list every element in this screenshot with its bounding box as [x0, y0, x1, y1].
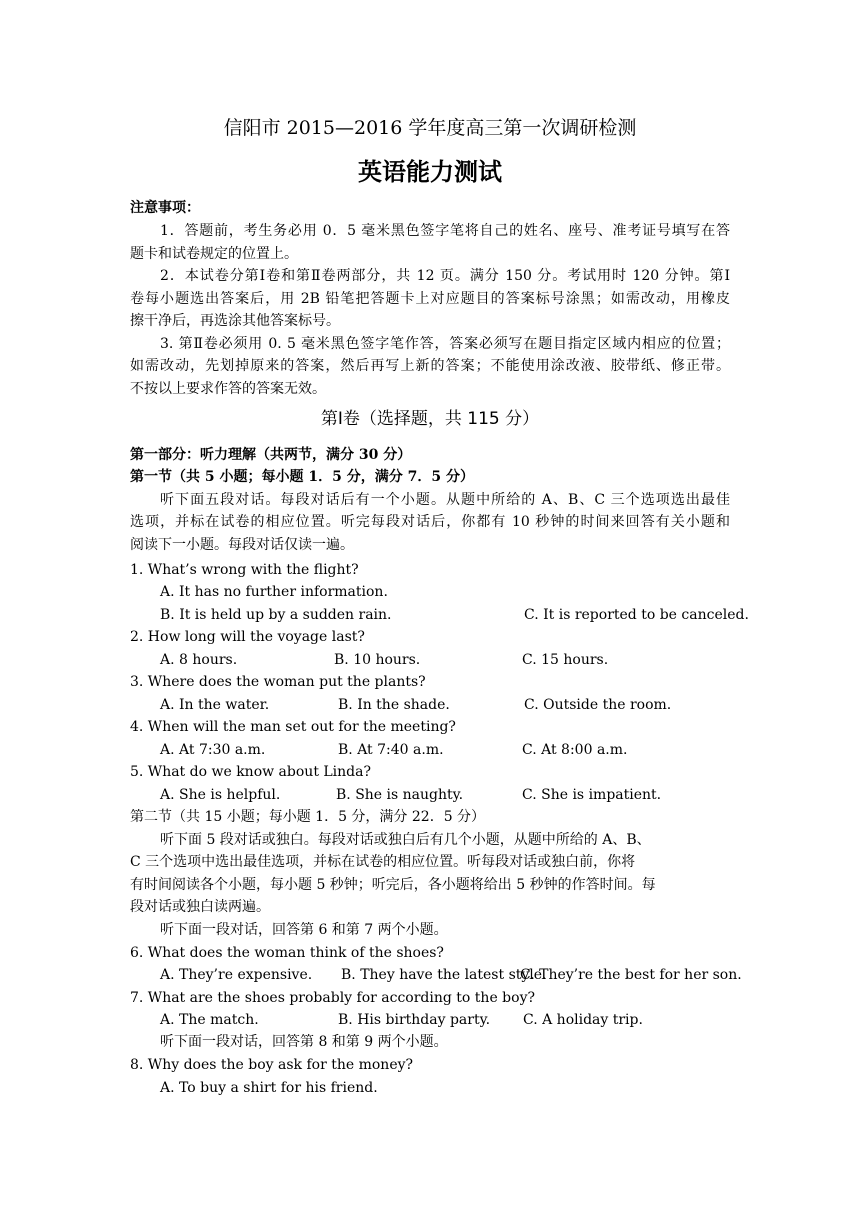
q4-option-b: B. At 7:40 a.m. [338, 742, 444, 758]
notes-item3-line3: 不按以上要求作答的答案无效。 [130, 381, 326, 397]
notes-item1-line2: 题卡和试卷规定的位置上。 [130, 246, 298, 262]
q5-stem: 5. What do we know about Linda? [130, 764, 371, 780]
exam-subtitle: 英语能力测试 [358, 158, 502, 186]
sec2-instruction-line4: 段对话或独白读两遍。 [130, 899, 270, 915]
sec1-instruction-line3: 阅读下一小题。每段对话仅读一遍。 [130, 537, 354, 553]
q8-option-a: A. To buy a shirt for his friend. [160, 1080, 378, 1096]
q1-option-a: A. It has no further information. [160, 584, 388, 600]
q3-option-c: C. Outside the room. [524, 697, 672, 713]
q7-option-c: C. A holiday trip. [523, 1012, 643, 1028]
q5-option-b: B. She is naughty. [336, 787, 464, 803]
sec1-instruction-line2: 选项，并标在试卷的相应位置。听完每段对话后，你都有 10 秒钟的时间来回答有关小题和 [130, 514, 730, 530]
q7-option-a: A. The match. [160, 1012, 259, 1028]
q2-stem: 2. How long will the voyage last? [130, 629, 365, 645]
q5-option-a: A. She is helpful. [160, 787, 281, 803]
sec2-instruction-line3: 有时间阅读各个小题，每小题 5 秒钟；听完后，各小题将给出 5 秒钟的作答时间。每 [130, 877, 656, 893]
q3-stem: 3. Where does the woman put the plants? [130, 674, 426, 690]
q4-option-c: C. At 8:00 a.m. [522, 742, 628, 758]
sec2-instruction-line2: C 三个选项中选出最佳选项，并标在试卷的相应位置。听每段对话或独白前，你将 [130, 854, 636, 870]
q4-option-a: A. At 7:30 a.m. [160, 742, 266, 758]
q2-option-c: C. 15 hours. [522, 652, 609, 668]
notes-item3-line1: 3. 第Ⅱ卷必须用 0. 5 毫米黑色签字笔作答，答案必须写在题目指定区域内相应的位置； [160, 336, 730, 352]
q2-option-a: A. 8 hours. [160, 652, 238, 668]
dialog-8-9-intro: 听下面一段对话，回答第 8 和第 9 两个小题。 [160, 1034, 448, 1050]
q4-stem: 4. When will the man set out for the meeting? [130, 719, 456, 735]
q8-stem: 8. Why does the boy ask for the money? [130, 1057, 414, 1073]
notes-item3-line2: 如需改动，先划掉原来的答案，然后再写上新的答案；不能使用涂改液、胶带纸、修正带。 [130, 358, 730, 374]
q3-option-b: B. In the shade. [338, 697, 450, 713]
q3-option-a: A. In the water. [160, 697, 270, 713]
q2-option-b: B. 10 hours. [334, 652, 421, 668]
part1-heading: 第一部分：听力理解（共两节，满分 30 分） [130, 447, 412, 463]
q6-stem: 6. What does the woman think of the shoes? [130, 945, 444, 961]
q6-option-c: C. They’re the best for her son. [520, 967, 742, 983]
notes-heading: 注意事项： [130, 200, 200, 216]
q5-option-c: C. She is impatient. [522, 787, 662, 803]
sec1-instruction-line1: 听下面五段对话。每段对话后有一个小题。从题中所给的 A、B、C 三个选项选出最佳 [160, 492, 730, 508]
dialog-6-7-intro: 听下面一段对话，回答第 6 和第 7 两个小题。 [160, 922, 448, 938]
sec2-heading: 第二节（共 15 小题；每小题 1．5 分，满分 22．5 分） [130, 809, 486, 825]
q1-option-c: C. It is reported to be canceled. [524, 607, 749, 623]
sec1-heading: 第一节（共 5 小题；每小题 1．5 分，满分 7．5 分） [130, 469, 474, 485]
notes-item1-line1: 1．答题前，考生务必用 0．5 毫米黑色签字笔将自己的姓名、座号、准考证号填写在答 [160, 223, 730, 239]
q6-option-b: B. They have the latest style. [341, 967, 547, 983]
sec2-instruction-line1: 听下面 5 段对话或独白。每段对话或独白后有几个小题，从题中所给的 A、B、 [160, 832, 651, 848]
q7-option-b: B. His birthday party. [338, 1012, 491, 1028]
notes-item2-line1: 2．本试卷分第Ⅰ卷和第Ⅱ卷两部分，共 12 页。满分 150 分。考试用时 120 分钟。第Ⅰ [160, 268, 730, 284]
exam-title: 信阳市 2015—2016 学年度高三第一次调研检测 [223, 117, 637, 139]
q7-stem: 7. What are the shoes probably for according to the boy? [130, 990, 535, 1006]
q6-option-a: A. They’re expensive. [160, 967, 313, 983]
q1-option-b: B. It is held up by a sudden rain. [160, 607, 392, 623]
q1-stem: 1. What’s wrong with the flight? [130, 562, 359, 578]
notes-item2-line3: 擦干净后，再选涂其他答案标号。 [130, 313, 340, 329]
notes-item2-line2: 卷每小题选出答案后，用 2B 铅笔把答题卡上对应题目的答案标号涂黑；如需改动，用橡皮 [130, 291, 730, 307]
section1-title: 第Ⅰ卷（选择题，共 115 分） [320, 409, 540, 429]
